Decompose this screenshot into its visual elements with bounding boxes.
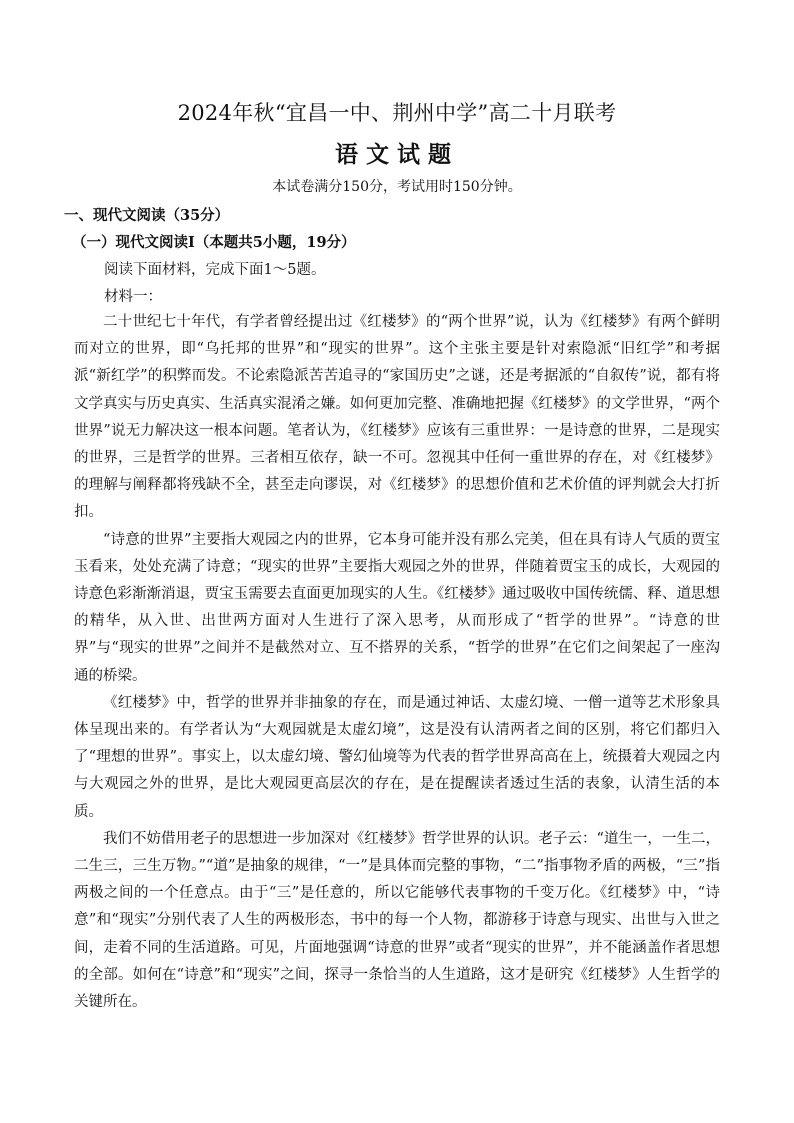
material-label: 材料一： [104,289,162,305]
paragraph-3: 《红楼梦》中，哲学的世界并非抽象的存在，而是通过神话、太虚幻境、一僧一道等艺术形象具体呈现出来的。有学者认为“大观园就是太虚幻境”，这是没有认清两者之间的区别，将它们都归入了“理想的世界”。事实上，以太虚幻境、警幻仙境等为代表的哲学世界高高在上，统摄着大观园之内与大观园之外的世界，是比大观园更高层次的存在，是在提醒读者透过生活的表象，认清生活的本质。 [74,694,720,820]
subject-title: 语文试题 [335,141,459,168]
paragraph-1: 二十世纪七十年代，有学者曾经提出过《红楼梦》的“两个世界”说，认为《红楼梦》有两个鲜明而对立的世界，即“乌托邦的世界”和“现实的世界”。这个主张主要是针对索隐派“旧红学”和考据派“新红学”的积弊而发。不论索隐派苦苦追寻的“家国历史”之谜，还是考据派的“自叙传”说，都有将文学真实与历史真实、生活真实混淆之嫌。如何更加完整、准确地把握《红楼梦》的文学世界，“两个世界”说无力解决这一根本问题。笔者认为，《红楼梦》应该有三重世界：一是诗意的世界，二是现实的世界，三是哲学的世界。三者相互依存，缺一不可。忽视其中任何一重世界的存在，对《红楼梦》的理解与阐释都将残缺不全，甚至走向谬误，对《红楼梦》的思想价值和艺术价值的评判就会大打折扣。 [74,314,720,521]
exam-note: 本试卷满分150分，考试用时150分钟。 [272,179,522,195]
subsection-heading: （一）现代文阅读Ⅰ（本题共5小题，19分） [72,234,356,251]
paragraph-4: 我们不妨借用老子的思想进一步加深对《红楼梦》哲学世界的认识。老子云：“道生一，一生二，二生三，三生万物。”“道”是抽象的规律，“一”是具体而完整的事物，“二”指事物矛盾的两极，“三”指两极之间的一个任意点。由于“三”是任意的，所以它能够代表事物的千变万化。《红楼梦》中，“诗意”和“现实”分别代表了人生的两极形态，书中的每一个人物，都游移于诗意与现实、出世与入世之间，走着不同的生活道路。可见，片面地强调“诗意的世界”或者“现实的世界”，并不能涵盖作者思想的全部。如何在“诗意”和“现实”之间，探寻一条恰当的人生道路，这才是研究《红楼梦》人生哲学的关键所在。 [74,830,720,1011]
paragraph-2: “诗意的世界”主要指大观园之内的世界，它本身可能并没有那么完美，但在具有诗人气质的贾宝玉看来，处处充满了诗意；“现实的世界”主要指大观园之外的世界，伴随着贾宝玉的成长，大观园的诗意色彩渐渐消退，贾宝玉需要去直面更加现实的人生。《红楼梦》通过吸收中国传统儒、释、道思想的精华，从入世、出世两方面对人生进行了深入思考，从而形成了“哲学的世界”。“诗意的世界”与“现实的世界”之间并不是截然对立、互不搭界的关系，“哲学的世界”在它们之间架起了一座沟通的桥梁。 [74,531,720,684]
exam-title: 2024年秋“宜昌一中、荆州中学”高二十月联考 [177,101,617,125]
section-heading: 一、现代文阅读（35分） [64,207,230,224]
material-body [74,309,720,1016]
reading-instruction: 阅读下面材料，完成下面1～5题。 [104,262,326,278]
